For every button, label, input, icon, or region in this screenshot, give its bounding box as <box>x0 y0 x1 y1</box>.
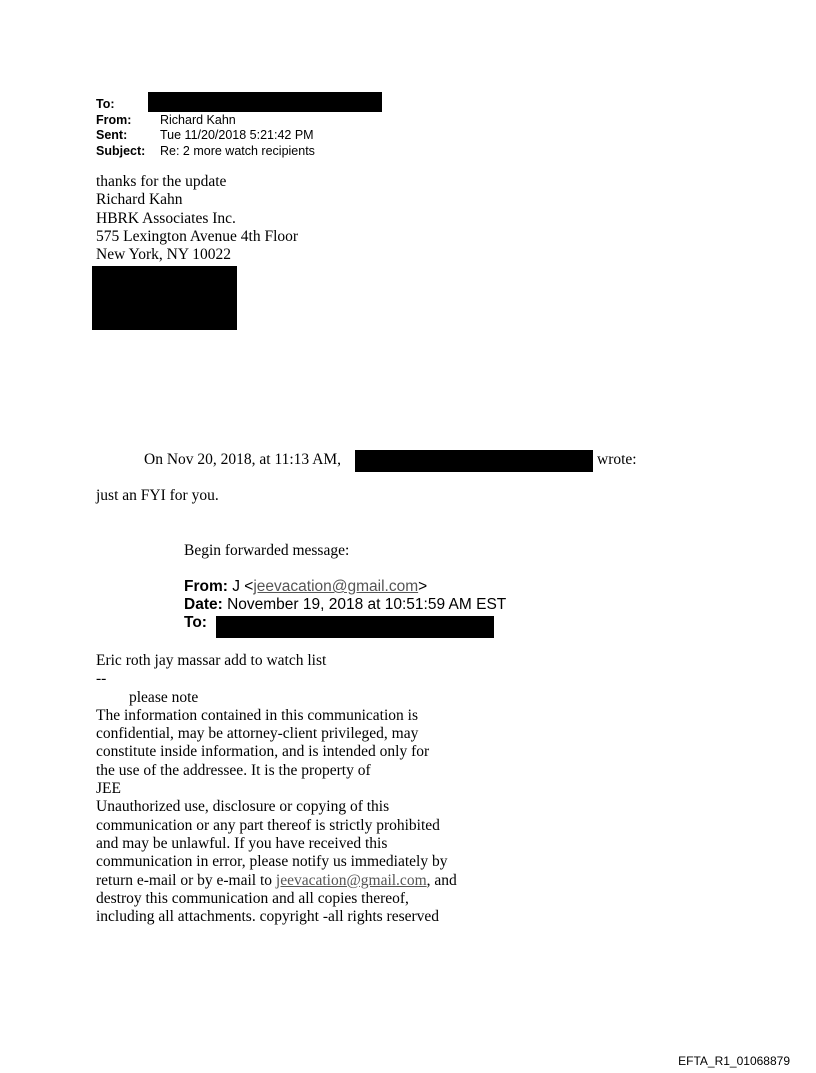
forwarded-from-name: J < <box>232 578 254 595</box>
disclaimer-return-line <box>96 872 516 890</box>
disclaimer-line: confidential, may be attorney-client privileged, may <box>96 725 419 743</box>
from-label: From: <box>96 112 132 127</box>
disclaimer-line: Unauthorized use, disclosure or copying of this <box>96 798 390 816</box>
redaction-sender <box>355 450 593 472</box>
from-row <box>96 113 315 129</box>
disclaimer-line: and may be unlawful. If you have received this <box>96 834 388 852</box>
message-body <box>96 652 516 926</box>
disclaimer-line: JEE <box>96 780 121 798</box>
disclaimer-line: including all attachments. copyright -all rights reserved <box>96 908 440 926</box>
forwarded-date-value: November 19, 2018 at 10:51:59 AM EST <box>227 596 507 613</box>
message-line: Eric roth jay massar add to watch list <box>96 652 327 669</box>
begin-forwarded: Begin forwarded message: <box>184 542 350 559</box>
reply-line: 575 Lexington Avenue 4th Floor <box>96 227 299 245</box>
forwarded-date-row <box>184 596 506 614</box>
forwarded-from-label: From: <box>184 578 228 595</box>
disclaimer-line: The information contained in this communication is <box>96 706 418 724</box>
sent-value: Tue 11/20/2018 5:21:42 PM <box>160 128 314 142</box>
reply-line: New York, NY 10022 <box>96 246 232 264</box>
disclaimer-line: constitute inside information, and is intended only for <box>96 743 430 761</box>
to-label: To: <box>96 97 115 111</box>
fyi-text: just an FYI for you. <box>96 487 219 504</box>
reply-line: Richard Kahn <box>96 191 183 209</box>
disclaimer-line: destroy this communication and all copies thereof, <box>96 889 409 907</box>
signature-separator: -- <box>96 670 107 688</box>
subject-label: Subject: <box>96 143 146 158</box>
redaction-signature <box>92 266 237 330</box>
forwarded-from-email-link[interactable]: jeevacation@gmail.com <box>253 578 419 595</box>
return-suffix: , and <box>426 871 457 889</box>
return-prefix: return e-mail or by e-mail to <box>96 871 276 889</box>
redaction-forwarded-to <box>216 616 494 638</box>
reply-line: thanks for the update <box>96 173 227 190</box>
forwarded-date-label: Date: <box>184 596 223 613</box>
forwarded-to-label: To: <box>184 614 207 631</box>
disclaimer-line: communication or any part thereof is strictly prohibited <box>96 816 440 834</box>
document-id: EFTA_R1_01068879 <box>678 1054 790 1068</box>
subject-row <box>96 144 315 160</box>
sent-row <box>96 128 315 144</box>
disclaimer-line: the use of the addressee. It is the property of <box>96 761 371 779</box>
redaction-to-header <box>148 92 382 112</box>
sent-label: Sent: <box>96 128 128 142</box>
disclaimer-line: communication in error, please notify us immediately by <box>96 853 448 871</box>
reply-body <box>96 173 298 264</box>
reply-line: HBRK Associates Inc. <box>96 209 236 227</box>
quoted-intro-suffix: wrote: <box>597 451 637 468</box>
please-note: please note <box>129 688 199 706</box>
forwarded-from-row <box>184 578 506 596</box>
return-email-link[interactable]: jeevacation@gmail.com <box>275 871 427 889</box>
forwarded-from-close: > <box>418 578 428 595</box>
quoted-intro-prefix: On Nov 20, 2018, at 11:13 AM, <box>144 451 342 468</box>
subject-value: Re: 2 more watch recipients <box>160 143 315 158</box>
from-value: Richard Kahn <box>160 112 236 127</box>
